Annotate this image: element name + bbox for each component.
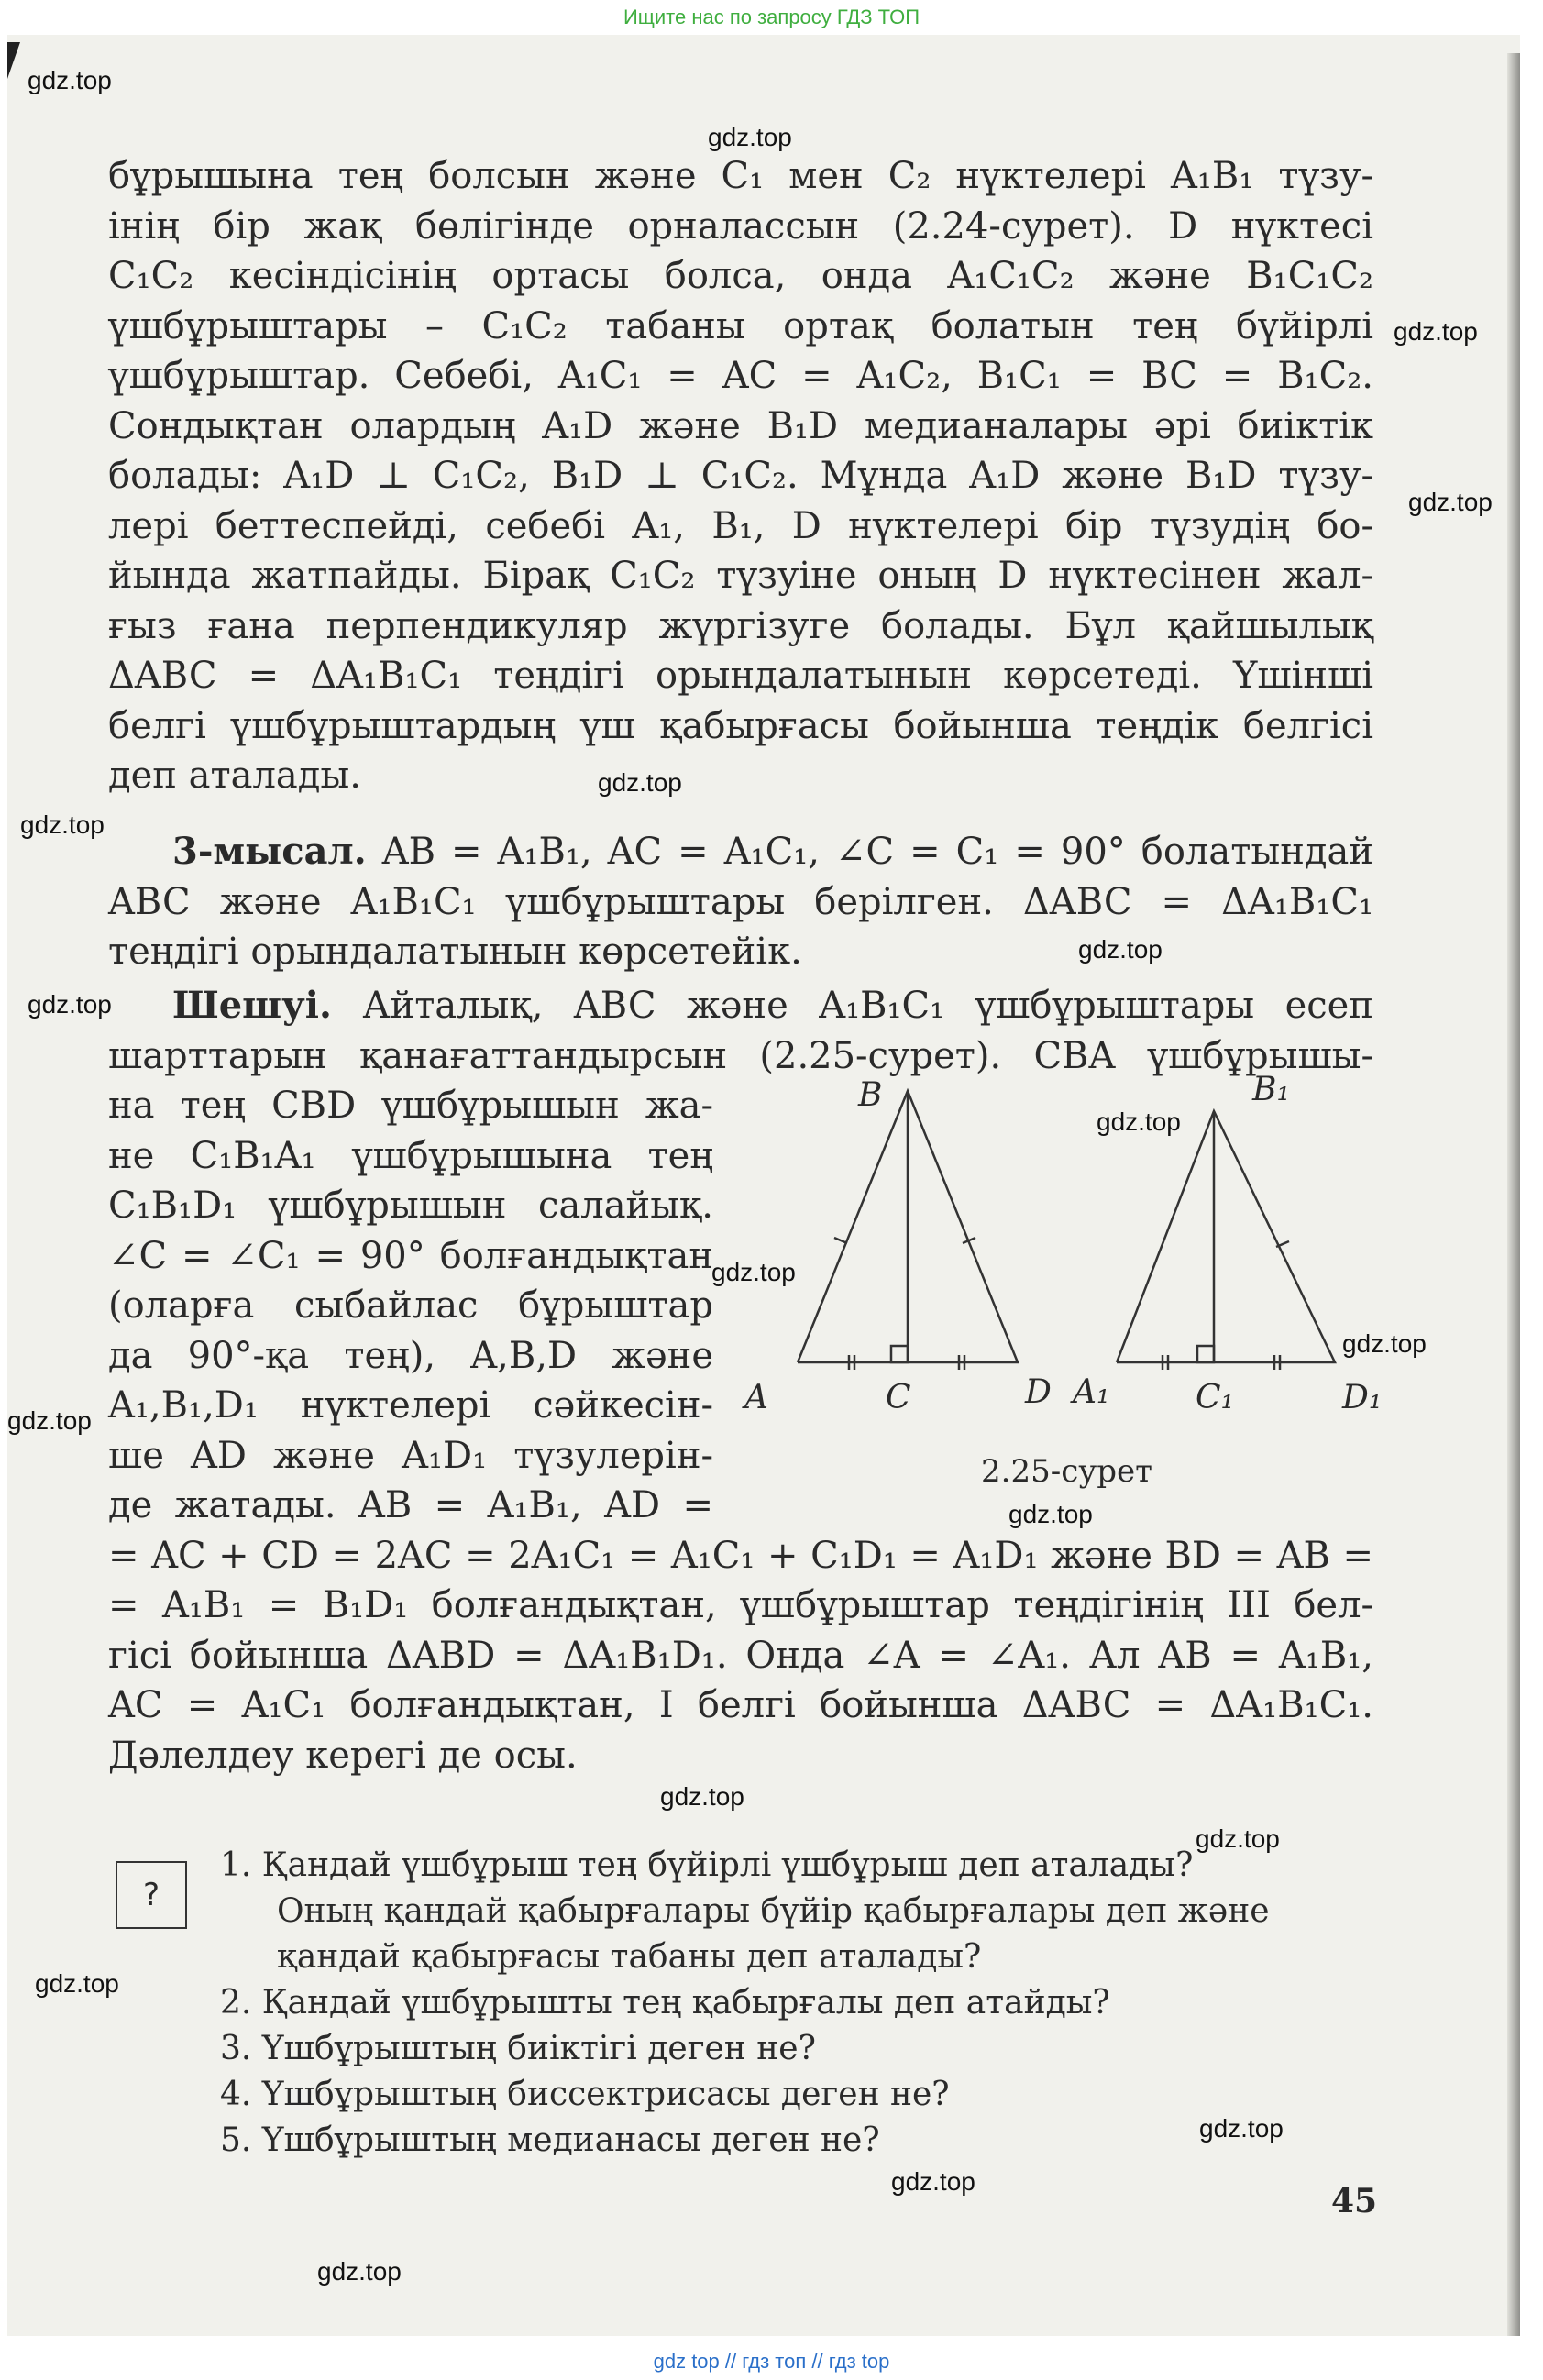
text-line: на тең CBD үшбұрышын жа-	[108, 1085, 713, 1127]
watermark: gdz.top	[1008, 1500, 1093, 1528]
text-line: белгі үшбұрыштардың үш қабырғасы бойынша теңдік белгісі	[108, 704, 1373, 747]
triangle-a1b1d1	[1117, 1111, 1335, 1362]
text-line: үшбұрыштар. Себебі, A₁C₁ = AC = A₁C₂, B₁C₁ = BC = B₁C₂.	[108, 355, 1373, 397]
text-line: теңдігі орындалатынын көрсетейік.	[108, 931, 802, 973]
watermark: gdz.top	[317, 2257, 402, 2286]
page-edge-shadow	[1507, 53, 1520, 2336]
figure-caption: 2.25-сурет	[981, 1453, 1152, 1490]
watermark: gdz.top	[28, 66, 112, 94]
text-line: да 90°-қа тең), A,B,D және	[108, 1334, 713, 1377]
example-text: AB = A₁B₁, AC = A₁C₁, ∠C = C₁ = 90° болатындай	[366, 831, 1373, 873]
text-line: AC = A₁C₁ болғандықтан, I белгі бойынша ΔABC = ΔA₁B₁C₁.	[108, 1684, 1373, 1726]
text-line: C₁C₂ кесіндісінің ортасы болса, онда A₁C₁C₂ және B₁C₁C₂	[108, 255, 1373, 297]
text-line: Дәлелдеу керегі де осы.	[108, 1734, 578, 1777]
text-line: C₁B₁D₁ үшбұрышын салайық.	[108, 1184, 713, 1227]
watermark: gdz.top	[1394, 317, 1478, 346]
watermark: gdz.top	[1196, 1824, 1280, 1853]
example-label: 3-мысал.	[172, 830, 367, 873]
solution-narrow-block	[108, 1081, 713, 1531]
text-line: лері беттеспейді, себебі A₁, B₁, D нүктелері бір түзудің бо-	[108, 504, 1373, 547]
text-line: ше AD және A₁D₁ түзулерін-	[108, 1434, 713, 1477]
label-a1: A₁	[1073, 1373, 1110, 1411]
watermark: gdz.top	[1342, 1329, 1427, 1358]
question-item: 5. Үшбұрыштың медианасы деген не?	[220, 2121, 880, 2159]
page-number: 45	[1331, 2182, 1378, 2220]
top-banner[interactable]: Ищите нас по запросу ГДЗ ТОП	[623, 6, 920, 28]
watermark: gdz.top	[28, 990, 112, 1019]
text-line: бұрышына тең болсын және C₁ мен C₂ нүктелері A₁B₁ түзу-	[108, 155, 1373, 197]
text-line: не C₁B₁A₁ үшбұрышына тең	[108, 1134, 713, 1177]
text-line: үшбұрыштары – C₁C₂ табаны ортақ болатын тең бүйірлі	[108, 304, 1373, 347]
watermark: gdz.top	[1078, 935, 1163, 964]
question-box-icon: ?	[116, 1861, 187, 1929]
question-item: Оның қандай қабырғалары бүйір қабырғалары деп және	[277, 1892, 1270, 1930]
text-line: де жатады. AB = A₁B₁, AD =	[108, 1484, 713, 1526]
right-angle-mark	[1197, 1346, 1214, 1362]
text-line: ғыз ғана перпендикуляр жүргізуге болады. Бұл қайшылық	[108, 604, 1373, 647]
figure-2-25	[733, 1063, 1403, 1522]
text-line: ΔABC = ΔA₁B₁C₁ теңдігі орындалатынын көрсетеді. Үшінші	[108, 655, 1373, 697]
watermark: gdz.top	[35, 1969, 119, 1998]
question-item: 4. Үшбұрыштың биссектрисасы деген не?	[220, 2076, 950, 2113]
text-line: (оларға сыбайлас бұрыштар	[108, 1284, 713, 1327]
bottom-banner[interactable]: gdz top // гдз топ // гдз top	[653, 2350, 890, 2373]
text-line: інің бір жақ бөлігінде орналассын (2.24-сурет). D нүктесі	[108, 204, 1373, 248]
paragraph-1	[108, 151, 1373, 801]
text-line: ABC және A₁B₁C₁ үшбұрыштары берілген. ΔABC = ΔA₁B₁C₁	[108, 880, 1373, 923]
text-line	[108, 981, 1373, 1031]
question-item: 2. Қандай үшбұрышты тең қабырғалы деп атайды?	[220, 1984, 1110, 2022]
question-item: 1. Қандай үшбұрыш тең бүйірлі үшбұрыш деп аталады?	[220, 1846, 1194, 1884]
label-d: D	[1025, 1373, 1052, 1411]
label-a: A	[744, 1379, 768, 1416]
label-b1: B₁	[1252, 1071, 1290, 1108]
watermark: gdz.top	[708, 123, 792, 151]
watermark: gdz.top	[20, 810, 105, 839]
text-line: = AC + CD = 2AC = 2A₁C₁ = A₁C₁ + C₁D₁ = A₁D₁ және BD = AB =	[108, 1534, 1373, 1577]
text-line: = A₁B₁ = B₁D₁ болғандықтан, үшбұрыштар теңдігінің III бел-	[108, 1584, 1373, 1626]
text-line: болады: A₁D ⊥ C₁C₂, B₁D ⊥ C₁C₂. Мұнда A₁D және B₁D түзу-	[108, 455, 1373, 497]
watermark: gdz.top	[1199, 2114, 1284, 2143]
questions-list	[220, 1843, 1375, 2164]
question-item: қандай қабырғасы табаны деп аталады?	[277, 1938, 982, 1976]
label-d1: D₁	[1342, 1379, 1383, 1416]
solution-label: Шешуі.	[172, 984, 332, 1027]
question-item: 3. Үшбұрыштың биіктігі деген не?	[220, 2030, 816, 2067]
tick-mark	[834, 1238, 847, 1243]
text-line: деп аталады.	[108, 755, 361, 797]
watermark: gdz.top	[1408, 488, 1493, 516]
label-c: C	[886, 1379, 911, 1416]
right-angle-mark	[891, 1346, 908, 1362]
label-c1: C₁	[1196, 1379, 1234, 1416]
text-line: ∠C = ∠C₁ = 90° болғандықтан	[108, 1234, 713, 1277]
text-line: йында жатпайды. Бірақ C₁C₂ түзуіне оның D нүктесінен жал-	[108, 555, 1373, 597]
watermark: gdz.top	[660, 1782, 744, 1811]
watermark: gdz.top	[891, 2167, 975, 2196]
solution-text: Айталық, ABC және A₁B₁C₁ үшбұрыштары есеп	[331, 985, 1373, 1027]
text-line: A₁,B₁,D₁ нүктелері сәйкесін-	[108, 1384, 713, 1427]
example-3	[108, 827, 1373, 977]
label-b: B	[858, 1076, 883, 1114]
watermark: gdz.top	[7, 1406, 92, 1435]
text-line: Сондықтан олардың A₁D және B₁D медианалары әрі биіктік	[108, 404, 1373, 447]
watermark: gdz.top	[1097, 1107, 1181, 1136]
watermark: gdz.top	[711, 1258, 796, 1286]
text-line: шарттарын қанағаттандырсын (2.25-сурет). CBA үшбұрышы-	[108, 1034, 1373, 1077]
text-line: гісі бойынша ΔABD = ΔA₁B₁D₁. Онда ∠A = ∠A₁. Ал AB = A₁B₁,	[108, 1634, 1373, 1677]
triangles-diagram	[733, 1063, 1403, 1522]
text-line	[108, 827, 1373, 877]
corner-mark	[7, 42, 20, 79]
watermark: gdz.top	[598, 768, 682, 797]
